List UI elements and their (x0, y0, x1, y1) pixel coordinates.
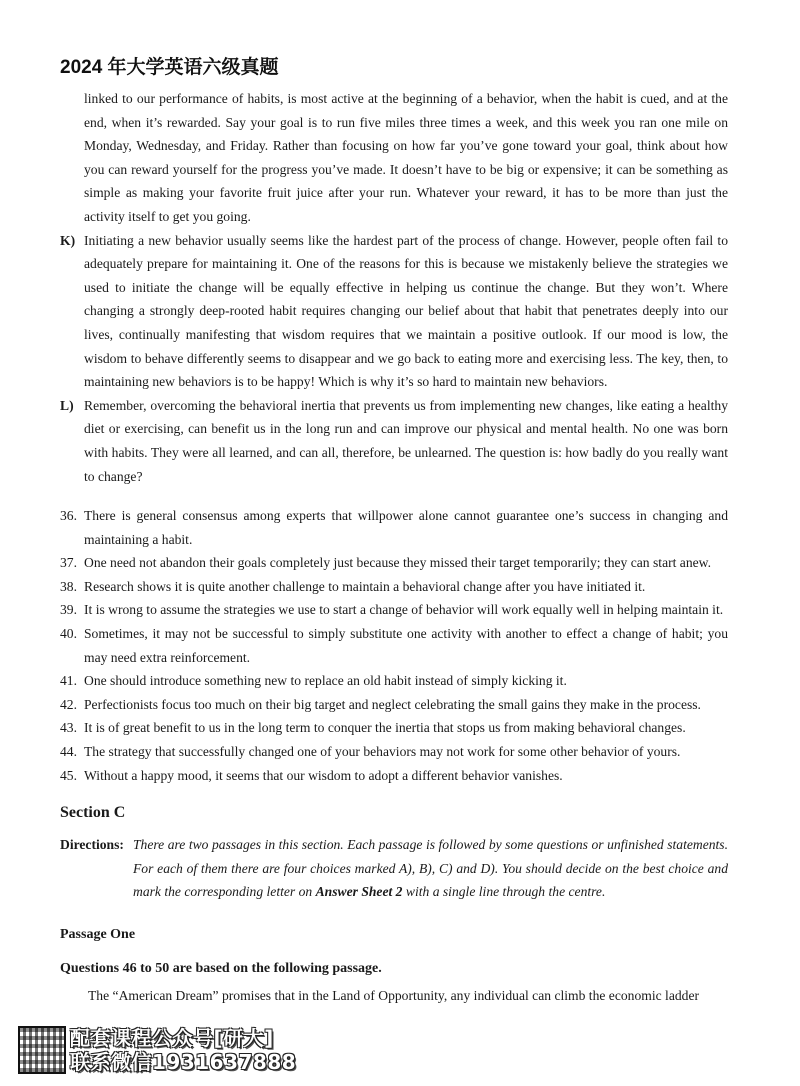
question-text: One should introduce something new to replace an old habit instead of simply kicking it. (84, 673, 567, 689)
question-text: There is general consensus among experts that willpower alone cannot guarantee one’s success in changing and maintaining a habit. (84, 508, 728, 547)
question-number: 42. (60, 696, 77, 712)
question-number: 45. (60, 767, 77, 783)
question-number: 44. (60, 744, 77, 760)
paragraph-label: K) (60, 232, 76, 248)
paragraph-text: Remember, overcoming the behavioral inertia that prevents us from implementing new changes, like eating a healthy diet or exercising, can benefit us in the long run and can improve our physical and mental health. No one was born with habits. They were all learned, and can all, therefore, be unlearned. The question is: how badly do you really want to change? (84, 397, 728, 484)
passage-title: Passage One (60, 927, 136, 942)
page-header: 2024 年大学英语六级真题 (60, 57, 279, 78)
question-item (60, 622, 728, 669)
question-text: It is wrong to assume the strategies we use to start a change of behavior will work equally well in helping maintain it. (84, 602, 724, 618)
question-number: 43. (60, 720, 77, 736)
watermark-line-2: 联系微信1931637888 (70, 1050, 297, 1074)
question-item (60, 740, 728, 764)
question-list (60, 504, 728, 787)
question-item (60, 575, 728, 599)
question-item (60, 598, 728, 622)
paragraph-text: linked to our performance of habits, is most active at the beginning of a behavior, when the habit is cued, and at the end, when it’s rewarded. Say your goal is to run five miles three times a week, and this week you ran one mile on Monday, Wednesday, and Friday. Rather than focusing on how far you’ve gone toward your goal, think about how you can reward yourself for the progress you’ve made. It doesn’t have to be big or expensive; it can be something as simple as making your favorite fruit juice after your run. Whatever your reward, it has to be more than just the activity itself to get you going. (84, 91, 728, 224)
question-text: The strategy that successfully changed one of your behaviors may not work for some other behavior of yours. (84, 744, 681, 760)
section-c-title: Section C (60, 804, 126, 822)
question-number: 39. (60, 602, 77, 618)
question-item (60, 764, 728, 788)
question-item (60, 551, 728, 575)
directions-text (133, 833, 728, 904)
question-text: It is of great benefit to us in the long term to conquer the inertia that stops us from making behavioral changes. (84, 720, 686, 736)
question-text: Without a happy mood, it seems that our wisdom to adopt a different behavior vanishes. (84, 767, 563, 783)
question-number: 41. (60, 673, 77, 689)
directions-block (60, 833, 728, 904)
answer-sheet-ref: Answer Sheet 2 (315, 884, 403, 900)
watermark-text (70, 1026, 296, 1074)
question-text: Research shows it is quite another challenge to maintain a behavioral change after you have initiated it. (84, 578, 646, 594)
question-text: Sometimes, it may not be successful to simply substitute one activity with another to effect a change of habit; you may need extra reinforcement. (84, 626, 728, 665)
watermark-footer (18, 1026, 296, 1074)
question-item (60, 693, 728, 717)
question-text: One need not abandon their goals completely just because they missed their target temporarily; they can start anew. (84, 555, 711, 571)
question-number: 38. (60, 578, 77, 594)
question-text: Perfectionists focus too much on their big target and neglect celebrating the small gains they make in the process. (84, 696, 701, 712)
paragraph-k (60, 229, 728, 394)
paragraph-j-continued (60, 87, 728, 229)
question-item (60, 504, 728, 551)
paragraph-label: L) (60, 397, 74, 413)
question-item (60, 716, 728, 740)
qr-code-icon (18, 1026, 66, 1074)
question-number: 40. (60, 626, 77, 642)
passage-text: The “American Dream” promises that in the Land of Opportunity, any individual can climb the economic ladder (88, 988, 700, 1003)
questions-heading: Questions 46 to 50 are based on the following passage. (60, 961, 382, 976)
paragraph-l (60, 394, 728, 488)
watermark-line-1: 配套课程公众号[研大] (70, 1026, 274, 1050)
directions-text-part2: with a single line through the centre. (402, 884, 606, 900)
paragraph-text: Initiating a new behavior usually seems like the hardest part of the process of change. However, people often fail to adequately prepare for maintaining it. One of the reasons for this is because we mistakenly believe the strategies we used to initiate the change will be equally effective in helping us continue the change. But they won’t. Where changing a strongly deep-rooted habit requires changing our belief about that habit that penetrates deeply into our lives, continually manifesting that wisdom requires that we maintain a positive outlook. If our mood is low, the wisdom to behave differently seems to disappear and we go back to eating more and exercising less. The key, then, to maintaining new behaviors is to be happy! Which is why it’s so hard to maintain new behaviors. (84, 232, 728, 390)
question-item (60, 669, 728, 693)
document-body (60, 87, 728, 1008)
directions-label: Directions: (60, 837, 124, 853)
question-number: 36. (60, 508, 77, 524)
question-number: 37. (60, 555, 77, 571)
directions-text-part1: There are two passages in this section. Each passage is followed by some questions or unfinished statements. For each of them there are four choices marked A), B), C) and D). You should decide on the best choice and mark the corresponding letter on (133, 837, 728, 900)
